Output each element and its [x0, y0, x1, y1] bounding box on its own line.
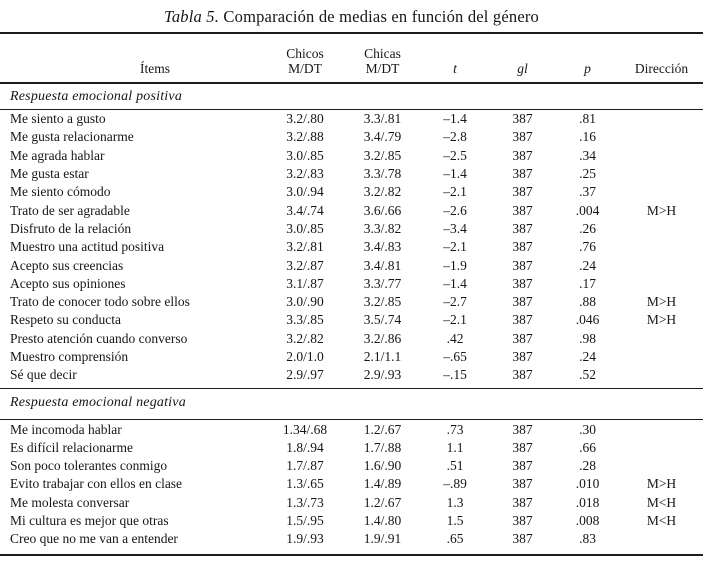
- cell-gl: 387: [512, 458, 533, 474]
- cell-chicas: 1.4/.89: [363, 476, 402, 492]
- column-header-chicas-group: Chicas: [364, 46, 401, 61]
- cell-item: Es difícil relacionarme: [10, 439, 133, 455]
- cell-p: .25: [579, 166, 596, 182]
- column-header-t: t: [453, 60, 457, 76]
- comparison-table: [0, 32, 703, 556]
- cell-chicas: 3.4/.81: [363, 257, 402, 273]
- cell-chicas: 1.2/.67: [363, 494, 402, 510]
- cell-p: .28: [579, 458, 596, 474]
- cell-item: Me gusta relacionarme: [10, 129, 134, 145]
- cell-gl: 387: [512, 220, 533, 236]
- cell-item: Muestro una actitud positiva: [10, 239, 165, 255]
- cell-chicas: 1.7/.88: [363, 439, 402, 455]
- cell-t: –2.8: [443, 129, 467, 145]
- cell-gl: 387: [512, 166, 533, 182]
- table-row: [0, 348, 703, 366]
- column-header-items: Ítems: [140, 60, 170, 76]
- cell-p: .30: [579, 421, 596, 437]
- cell-item: Me incomoda hablar: [10, 421, 122, 437]
- cell-gl: 387: [512, 275, 533, 291]
- cell-direccion: M>H: [646, 312, 677, 328]
- cell-t: –1.4: [443, 111, 467, 127]
- cell-chicos: 3.0/.94: [286, 184, 324, 200]
- cell-p: .26: [579, 220, 596, 236]
- cell-chicas: 3.4/.83: [363, 239, 402, 255]
- table-row: [0, 165, 703, 183]
- cell-p: .98: [579, 330, 596, 346]
- cell-gl: 387: [512, 476, 533, 492]
- cell-chicas: 2.9/.93: [363, 367, 402, 383]
- cell-p: .018: [575, 494, 600, 510]
- cell-t: .65: [446, 531, 464, 547]
- table-row: [0, 183, 703, 201]
- cell-item: Trato de conocer todo sobre ellos: [10, 294, 190, 310]
- cell-p: .66: [579, 439, 596, 455]
- cell-direccion: M>H: [646, 294, 677, 310]
- cell-item: Trato de ser agradable: [10, 202, 130, 218]
- cell-chicos: 3.0/.90: [286, 294, 324, 310]
- column-header-chicos-group: Chicos: [286, 46, 324, 61]
- cell-chicas: 1.6/.90: [363, 458, 402, 474]
- cell-p: .046: [575, 312, 600, 328]
- cell-gl: 387: [512, 349, 533, 364]
- section-title: Respuesta emocional negativa: [0, 389, 703, 420]
- cell-t: 1.3: [446, 494, 464, 510]
- cell-chicos: 3.1/.87: [286, 275, 324, 291]
- cell-gl: 387: [512, 421, 533, 437]
- cell-chicos: 1.9/.93: [286, 531, 324, 547]
- cell-chicos: 1.3/.73: [286, 494, 324, 510]
- table-row: [0, 439, 703, 457]
- cell-gl: 387: [512, 312, 533, 328]
- cell-chicos: 2.9/.97: [286, 367, 324, 383]
- cell-gl: 387: [512, 111, 533, 127]
- cell-chicas: 3.3/.78: [363, 166, 402, 182]
- column-header-direccion: Dirección: [634, 60, 689, 76]
- table-row: [0, 420, 703, 438]
- table-row: [0, 366, 703, 384]
- cell-gl: 387: [512, 513, 533, 529]
- cell-t: .73: [446, 421, 464, 437]
- cell-item: Me molesta conversar: [10, 494, 130, 510]
- cell-t: –.65: [443, 349, 467, 364]
- table-section: [0, 84, 703, 384]
- cell-chicos: 3.2/.88: [286, 129, 324, 145]
- cell-chicas: 3.3/.77: [363, 275, 402, 291]
- cell-item: Acepto sus creencias: [10, 257, 124, 273]
- column-header-chicas-mdt: M/DT: [365, 60, 400, 76]
- column-header-gl: gl: [517, 60, 528, 76]
- cell-chicos: 1.5/.95: [286, 513, 324, 529]
- cell-gl: 387: [512, 294, 533, 310]
- cell-t: 1.5: [446, 513, 464, 529]
- table-row: [0, 530, 703, 548]
- table-row: [0, 330, 703, 348]
- cell-p: .010: [575, 476, 600, 492]
- cell-chicas: 3.3/.81: [363, 111, 402, 127]
- cell-direccion: M>H: [646, 202, 677, 218]
- column-header-chicos-mdt: M/DT: [288, 60, 322, 76]
- column-header-p: p: [584, 60, 591, 76]
- cell-chicas: 3.4/.79: [363, 129, 402, 145]
- cell-gl: 387: [512, 147, 533, 163]
- cell-p: .34: [579, 147, 596, 163]
- cell-chicos: 1.7/.87: [286, 458, 324, 474]
- table-row: [0, 220, 703, 238]
- cell-item: Acepto sus opiniones: [10, 275, 126, 291]
- section-title: Respuesta emocional positiva: [0, 84, 703, 110]
- table-row: [0, 256, 703, 274]
- cell-t: –.89: [443, 476, 467, 492]
- cell-p: .52: [579, 367, 596, 383]
- cell-chicos: 3.2/.87: [286, 257, 324, 273]
- cell-gl: 387: [512, 439, 533, 455]
- cell-chicos: 1.8/.94: [286, 439, 324, 455]
- cell-t: –.15: [443, 367, 467, 383]
- cell-t: –3.4: [443, 220, 467, 236]
- table-bottom-rule: [0, 554, 703, 556]
- cell-p: .76: [579, 239, 596, 255]
- cell-t: .42: [446, 330, 464, 346]
- cell-t: 1.1: [446, 439, 464, 455]
- cell-direccion: M>H: [646, 476, 677, 492]
- cell-item: Respeto su conducta: [10, 312, 121, 328]
- cell-item: Evito trabajar con ellos en clase: [10, 476, 183, 492]
- table-caption: [0, 0, 703, 32]
- cell-chicas: 1.4/.80: [363, 513, 402, 529]
- cell-t: –2.1: [443, 239, 467, 255]
- cell-t: –2.6: [443, 202, 467, 218]
- cell-p: .24: [579, 257, 596, 273]
- cell-chicos: 3.2/.81: [286, 239, 324, 255]
- cell-p: .81: [579, 111, 596, 127]
- cell-item: Son poco tolerantes conmigo: [10, 458, 168, 474]
- cell-gl: 387: [512, 257, 533, 273]
- cell-gl: 387: [512, 531, 533, 547]
- table-row: [0, 494, 703, 512]
- table-row: [0, 147, 703, 165]
- cell-t: –2.1: [443, 184, 467, 200]
- cell-gl: 387: [512, 239, 533, 255]
- cell-chicas: 3.2/.82: [363, 184, 402, 200]
- cell-gl: 387: [512, 184, 533, 200]
- column-header-chicas: [345, 47, 420, 76]
- cell-item: Muestro comprensión: [10, 349, 129, 364]
- table-body: [0, 84, 703, 549]
- table-row: [0, 201, 703, 219]
- cell-item: Presto atención cuando converso: [10, 330, 188, 346]
- cell-chicos: 2.0/1.0: [286, 349, 324, 364]
- cell-chicas: 3.2/.85: [363, 147, 402, 163]
- table-section: [0, 388, 703, 548]
- table-row: [0, 512, 703, 530]
- table-row: [0, 275, 703, 293]
- table-row: [0, 457, 703, 475]
- cell-item: Creo que no me van a entender: [10, 531, 178, 547]
- cell-t: –2.1: [443, 312, 467, 328]
- cell-p: .83: [579, 531, 596, 547]
- table-row: [0, 475, 703, 493]
- cell-chicas: 1.9/.91: [363, 531, 402, 547]
- table-row: [0, 110, 703, 128]
- cell-p: .17: [579, 275, 596, 291]
- cell-direccion: M<H: [646, 494, 677, 510]
- cell-chicas: 3.2/.85: [363, 294, 402, 310]
- cell-chicos: 3.0/.85: [286, 147, 324, 163]
- cell-t: –2.7: [443, 294, 467, 310]
- cell-item: Sé que decir: [10, 367, 77, 383]
- cell-chicas: 3.6/.66: [363, 202, 402, 218]
- cell-t: –1.4: [443, 275, 467, 291]
- cell-chicos: 3.2/.83: [286, 166, 324, 182]
- cell-gl: 387: [512, 129, 533, 145]
- cell-item: Me gusta estar: [10, 166, 89, 182]
- cell-chicas: 2.1/1.1: [363, 349, 402, 364]
- cell-chicos: 3.4/.74: [286, 202, 324, 218]
- cell-chicas: 3.3/.82: [363, 220, 402, 236]
- cell-chicos: 3.2/.82: [286, 330, 324, 346]
- cell-gl: 387: [512, 494, 533, 510]
- column-header-chicos: [265, 47, 345, 76]
- cell-p: .24: [579, 349, 596, 364]
- cell-chicas: 3.5/.74: [363, 312, 402, 328]
- cell-gl: 387: [512, 330, 533, 346]
- cell-chicos: 1.3/.65: [286, 476, 324, 492]
- table-caption-number: Tabla 5.: [163, 7, 220, 26]
- cell-chicos: 3.2/.80: [286, 111, 324, 127]
- table-row: [0, 293, 703, 311]
- table-row: [0, 238, 703, 256]
- cell-chicos: 1.34/.68: [282, 421, 328, 437]
- cell-p: .004: [575, 202, 600, 218]
- cell-t: .51: [446, 458, 464, 474]
- cell-p: .88: [579, 294, 596, 310]
- cell-item: Disfruto de la relación: [10, 220, 132, 236]
- cell-item: Mi cultura es mejor que otras: [10, 513, 169, 529]
- table-row: [0, 128, 703, 146]
- cell-chicos: 3.0/.85: [286, 220, 324, 236]
- table-header-row: [0, 34, 703, 84]
- cell-p: .16: [579, 129, 596, 145]
- cell-t: –1.9: [443, 257, 467, 273]
- table-row: [0, 311, 703, 329]
- cell-chicas: 1.2/.67: [363, 421, 402, 437]
- cell-gl: 387: [512, 367, 533, 383]
- cell-t: –1.4: [443, 166, 467, 182]
- cell-t: –2.5: [443, 147, 467, 163]
- cell-p: .37: [579, 184, 596, 200]
- cell-direccion: M<H: [646, 513, 677, 529]
- cell-chicos: 3.3/.85: [286, 312, 324, 328]
- cell-gl: 387: [512, 202, 533, 218]
- cell-chicas: 3.2/.86: [363, 330, 402, 346]
- cell-item: Me siento cómodo: [10, 184, 111, 200]
- cell-item: Me siento a gusto: [10, 111, 106, 127]
- cell-item: Me agrada hablar: [10, 147, 105, 163]
- table-caption-text: Comparación de medias en función del género: [219, 7, 539, 26]
- cell-p: .008: [575, 513, 600, 529]
